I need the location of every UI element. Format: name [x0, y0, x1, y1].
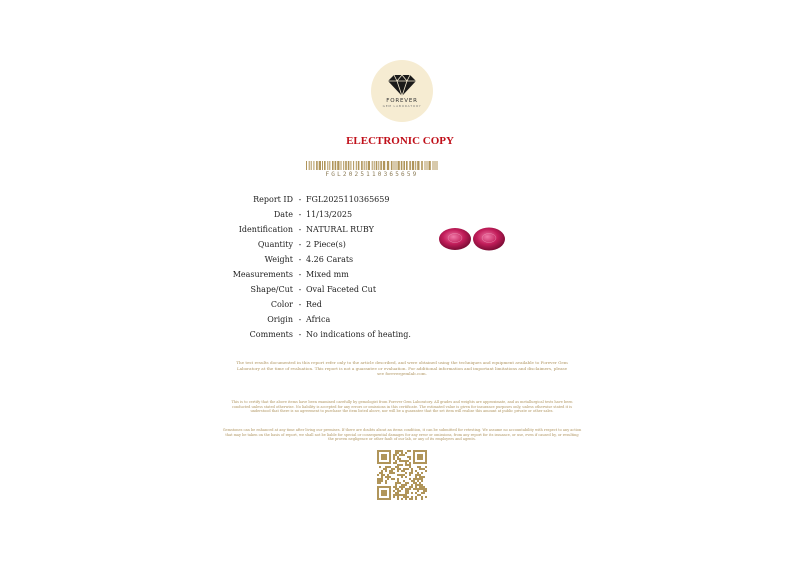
detail-separator: -	[298, 255, 302, 264]
document-title: ELECTRONIC COPY	[346, 135, 454, 147]
detail-label: Weight	[264, 255, 293, 264]
barcode-number: FGL2025110365659	[325, 171, 419, 178]
detail-value: Mixed mm	[306, 270, 349, 279]
detail-label: Comments	[249, 330, 293, 339]
detail-label: Identification	[238, 225, 293, 234]
ruby-stone	[439, 228, 471, 250]
detail-separator: -	[298, 225, 302, 234]
detail-separator: -	[298, 195, 302, 204]
detail-value: FGL2025110365659	[306, 195, 390, 204]
ruby-stone	[473, 228, 505, 251]
detail-separator: -	[298, 300, 302, 309]
detail-label: Shape/Cut	[250, 285, 293, 294]
logo-subtitle: GEM LABORATORY	[382, 103, 422, 108]
detail-label: Color	[270, 300, 293, 309]
detail-value: No indications of heating.	[306, 330, 411, 339]
detail-label: Report ID	[253, 195, 293, 204]
detail-value: 4.26 Carats	[306, 255, 354, 264]
disclaimer-test-results: The test results documented in this report refer only to the article described, and were obtained using the techniques and equipment available to Forever Gem Laboratory at the time of evaluation. This report is not a guarantee or evaluation. For additional information and important limitations and disclaimers, please see forevergemlab.com.	[236, 360, 568, 377]
detail-separator: -	[298, 210, 302, 219]
detail-label: Date	[273, 210, 293, 219]
detail-value: 11/13/2025	[306, 210, 353, 219]
detail-value: Oval Faceted Cut	[306, 285, 377, 294]
gemstone-photo	[438, 226, 506, 252]
diamond-icon	[387, 73, 417, 97]
logo-brand: FOREVER	[386, 97, 418, 104]
detail-value: Red	[306, 300, 322, 309]
detail-separator: -	[298, 270, 302, 279]
detail-separator: -	[298, 285, 302, 294]
detail-value: Africa	[306, 315, 331, 324]
qr-code[interactable]	[377, 450, 427, 500]
disclaimer-certification: This is to certify that the above items have been examined carefully by gemologist from Forever Gem Laboratory. All grades and weights are approximate, and as metallurgical tests have been conducted unless stated otherwise. No liability is accepted for any errors or omissions in this certificate. The estimated value is given for insurance purposes only, unless otherwise stated it is understood that there is no agreement to purchase the item listed above, nor will be a guarantee that the set item will realize this amount at public private or other sales.	[231, 400, 573, 414]
detail-separator: -	[298, 330, 302, 339]
detail-separator: -	[298, 315, 302, 324]
lab-logo	[371, 60, 433, 122]
detail-value: 2 Piece(s)	[306, 240, 346, 249]
detail-label: Measurements	[232, 270, 293, 279]
detail-label: Quantity	[257, 240, 293, 249]
disclaimer-liability: Gemstones can be enhanced at any time after living our premises. If there are doubts about an items condition, it can be submitted for retesting. We assume no accountability with respect to any action that may be taken on the basis of report, we shall not be liable for special or consequential damages for any error or omissions, from any report for its issuance, or use, even if caused by, or resulting the proven negligence or other fault of our lab, or any of its employees and agents.	[222, 428, 582, 442]
detail-separator: -	[298, 240, 302, 249]
detail-value: NATURAL RUBY	[306, 225, 374, 234]
detail-label: Origin	[267, 315, 293, 324]
